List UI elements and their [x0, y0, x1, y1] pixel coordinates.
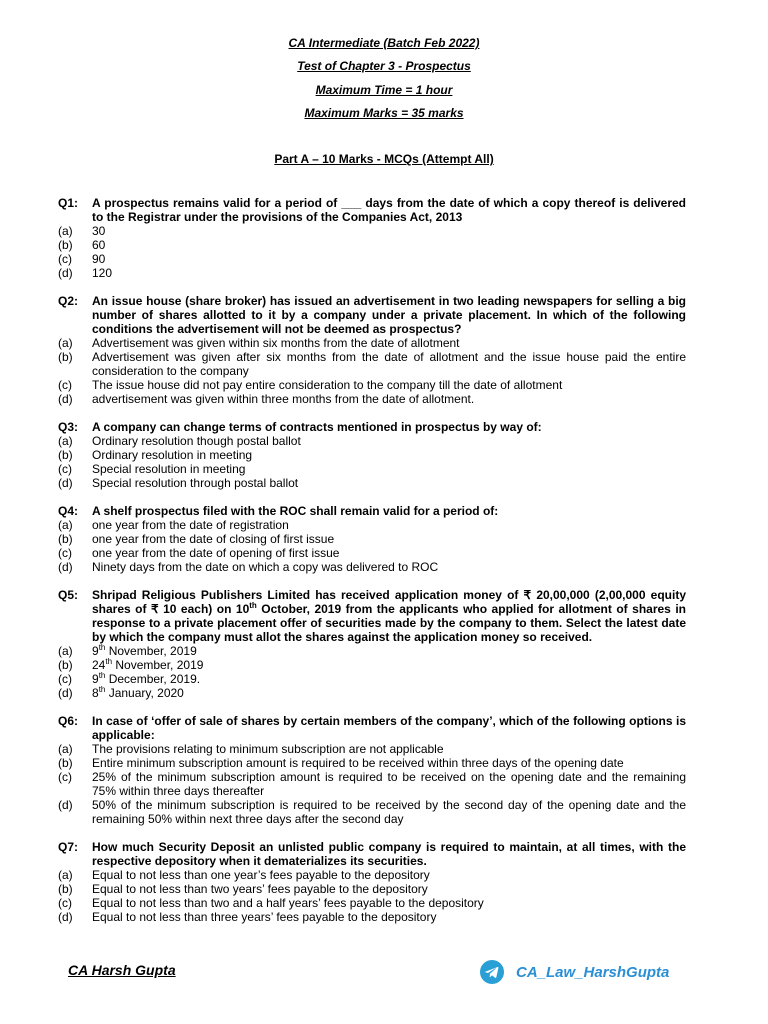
- option-c: [58, 462, 686, 476]
- question-4: [58, 504, 686, 574]
- question-number: Q2:: [58, 294, 79, 308]
- option-text: Special resolution in meeting: [92, 462, 246, 476]
- option-text: Entire minimum subscription amount is required to be received within three days of the opening date: [92, 756, 624, 770]
- option-label: (c): [58, 546, 72, 560]
- option-text: 90: [92, 252, 106, 266]
- option-label: (c): [58, 770, 72, 784]
- option-d: [58, 798, 686, 826]
- option-label: (d): [58, 560, 73, 574]
- option-label: (d): [58, 476, 73, 490]
- option-a: [58, 742, 686, 756]
- option-c: [58, 252, 686, 266]
- question-number: Q7:: [58, 840, 79, 854]
- question-7: [58, 840, 686, 924]
- option-c: [58, 546, 686, 560]
- option-text: Equal to not less than one year’s fees payable to the depository: [92, 868, 430, 882]
- question-number: Q1:: [58, 196, 79, 210]
- option-text: one year from the date of opening of first issue: [92, 546, 340, 560]
- option-text: Equal to not less than three years’ fees payable to the depository: [92, 910, 437, 924]
- option-text: Ninety days from the date on which a copy was delivered to ROC: [92, 560, 439, 574]
- option-label: (d): [58, 910, 73, 924]
- option-d: [58, 910, 686, 924]
- option-text: advertisement was given within three months from the date of allotment.: [92, 392, 475, 406]
- question-6: [58, 714, 686, 826]
- option-c: [58, 770, 686, 798]
- option-label: (b): [58, 448, 73, 462]
- telegram-handle[interactable]: CA_Law_HarshGupta: [516, 963, 670, 981]
- option-text: 9th December, 2019.: [92, 671, 201, 686]
- option-label: (c): [58, 378, 72, 392]
- question-text: In case of ‘offer of sale of shares by certain members of the company’, which of the following options is applicable:: [92, 714, 686, 742]
- option-label: (c): [58, 252, 72, 266]
- option-label: (b): [58, 350, 73, 364]
- option-label: (c): [58, 672, 72, 686]
- option-label: (b): [58, 238, 73, 252]
- question-text: A prospectus remains valid for a period of ___ days from the date of which a copy thereof is delivered to the Registrar under the provisions of the Companies Act, 2013: [92, 196, 686, 224]
- question-text: Shripad Religious Publishers Limited has received application money of ₹ 20,00,000 (2,00,000 equity shares of ₹ 10 each) on 10th October, 2019 from the applicants who applied for allotment of shares in response to a private placement offer of securities made by the company to them. Select the latest date by which the company must allot the shares against the application money so received.: [92, 588, 686, 644]
- option-text: Equal to not less than two and a half years’ fees payable to the depository: [92, 896, 484, 910]
- option-b: [58, 448, 686, 462]
- option-d: [58, 392, 686, 406]
- option-label: (b): [58, 658, 73, 672]
- question-2: [58, 294, 686, 406]
- option-text: The issue house did not pay entire consideration to the company till the date of allotment: [92, 378, 563, 392]
- option-text: Equal to not less than two years’ fees payable to the depository: [92, 882, 428, 896]
- option-b: [58, 350, 686, 378]
- option-label: (d): [58, 266, 73, 280]
- telegram-icon: [480, 960, 504, 984]
- option-label: (b): [58, 532, 73, 546]
- option-a: [58, 644, 686, 658]
- question-number: Q3:: [58, 420, 79, 434]
- option-text: Special resolution through postal ballot: [92, 476, 299, 490]
- option-label: (b): [58, 756, 73, 770]
- header-line-marks: Maximum Marks = 35 marks: [304, 106, 464, 120]
- option-text: one year from the date of registration: [92, 518, 289, 532]
- option-text: one year from the date of closing of first issue: [92, 532, 335, 546]
- option-label: (a): [58, 434, 73, 448]
- option-label: (d): [58, 686, 73, 700]
- option-c: [58, 896, 686, 910]
- option-b: [58, 238, 686, 252]
- question-number: Q6:: [58, 714, 79, 728]
- option-text: 50% of the minimum subscription is required to be received by the second day of the opening date and the remaining 50% within next three days after the second day: [92, 798, 686, 826]
- option-b: [58, 658, 686, 672]
- option-text: 8th January, 2020: [92, 685, 184, 700]
- option-b: [58, 882, 686, 896]
- option-d: [58, 686, 686, 700]
- option-label: (a): [58, 224, 73, 238]
- option-text: Advertisement was given after six months from the date of allotment and the issue house paid the entire consideration to the company: [92, 350, 686, 378]
- question-5: [58, 588, 686, 700]
- option-label: (a): [58, 644, 73, 658]
- option-label: (a): [58, 742, 73, 756]
- footer-author: CA Harsh Gupta: [68, 962, 176, 978]
- question-text: A shelf prospectus filed with the ROC shall remain valid for a period of:: [92, 504, 499, 518]
- option-b: [58, 532, 686, 546]
- option-a: [58, 868, 686, 882]
- option-text: 24th November, 2019: [92, 657, 204, 672]
- option-label: (a): [58, 336, 73, 350]
- option-label: (d): [58, 392, 73, 406]
- option-text: 30: [92, 224, 106, 238]
- option-label: (b): [58, 882, 73, 896]
- question-text: A company can change terms of contracts mentioned in prospectus by way of:: [92, 420, 542, 434]
- question-1: [58, 196, 686, 280]
- option-c: [58, 378, 686, 392]
- question-text: How much Security Deposit an unlisted public company is required to maintain, at all times, with the respective depository when it dematerializes its securities.: [92, 840, 686, 868]
- header-line-time: Maximum Time = 1 hour: [315, 83, 453, 97]
- option-a: [58, 224, 686, 238]
- option-a: [58, 518, 686, 532]
- header-line-test: Test of Chapter 3 - Prospectus: [297, 59, 471, 73]
- question-number: Q4:: [58, 504, 79, 518]
- option-a: [58, 434, 686, 448]
- question-text: An issue house (share broker) has issued an advertisement in two leading newspapers for selling a big number of shares allotted to it by a company under a private placement. In which of the following conditions the advertisement will not be deemed as prospectus?: [92, 294, 686, 336]
- option-text: The provisions relating to minimum subscription are not applicable: [92, 742, 444, 756]
- question-number: Q5:: [58, 588, 79, 602]
- question-3: [58, 420, 686, 490]
- option-text: 25% of the minimum subscription amount is required to be received on the opening date and the remaining 75% within three days thereafter: [92, 770, 686, 798]
- option-text: Ordinary resolution in meeting: [92, 448, 253, 462]
- option-label: (c): [58, 462, 72, 476]
- option-text: Ordinary resolution though postal ballot: [92, 434, 301, 448]
- header-line-batch: CA Intermediate (Batch Feb 2022): [288, 36, 480, 50]
- option-a: [58, 336, 686, 350]
- question-list: [58, 196, 686, 938]
- option-label: (a): [58, 518, 73, 532]
- option-label: (c): [58, 896, 72, 910]
- option-label: (d): [58, 798, 73, 812]
- option-text: 9th November, 2019: [92, 643, 197, 658]
- option-d: [58, 560, 686, 574]
- option-text: 120: [92, 266, 113, 280]
- option-c: [58, 672, 686, 686]
- option-d: [58, 476, 686, 490]
- part-a-title: Part A – 10 Marks - MCQs (Attempt All): [274, 152, 494, 166]
- option-d: [58, 266, 686, 280]
- option-label: (a): [58, 868, 73, 882]
- option-text: 60: [92, 238, 106, 252]
- footer-telegram[interactable]: [480, 960, 669, 984]
- option-text: Advertisement was given within six months from the date of allotment: [92, 336, 460, 350]
- option-b: [58, 756, 686, 770]
